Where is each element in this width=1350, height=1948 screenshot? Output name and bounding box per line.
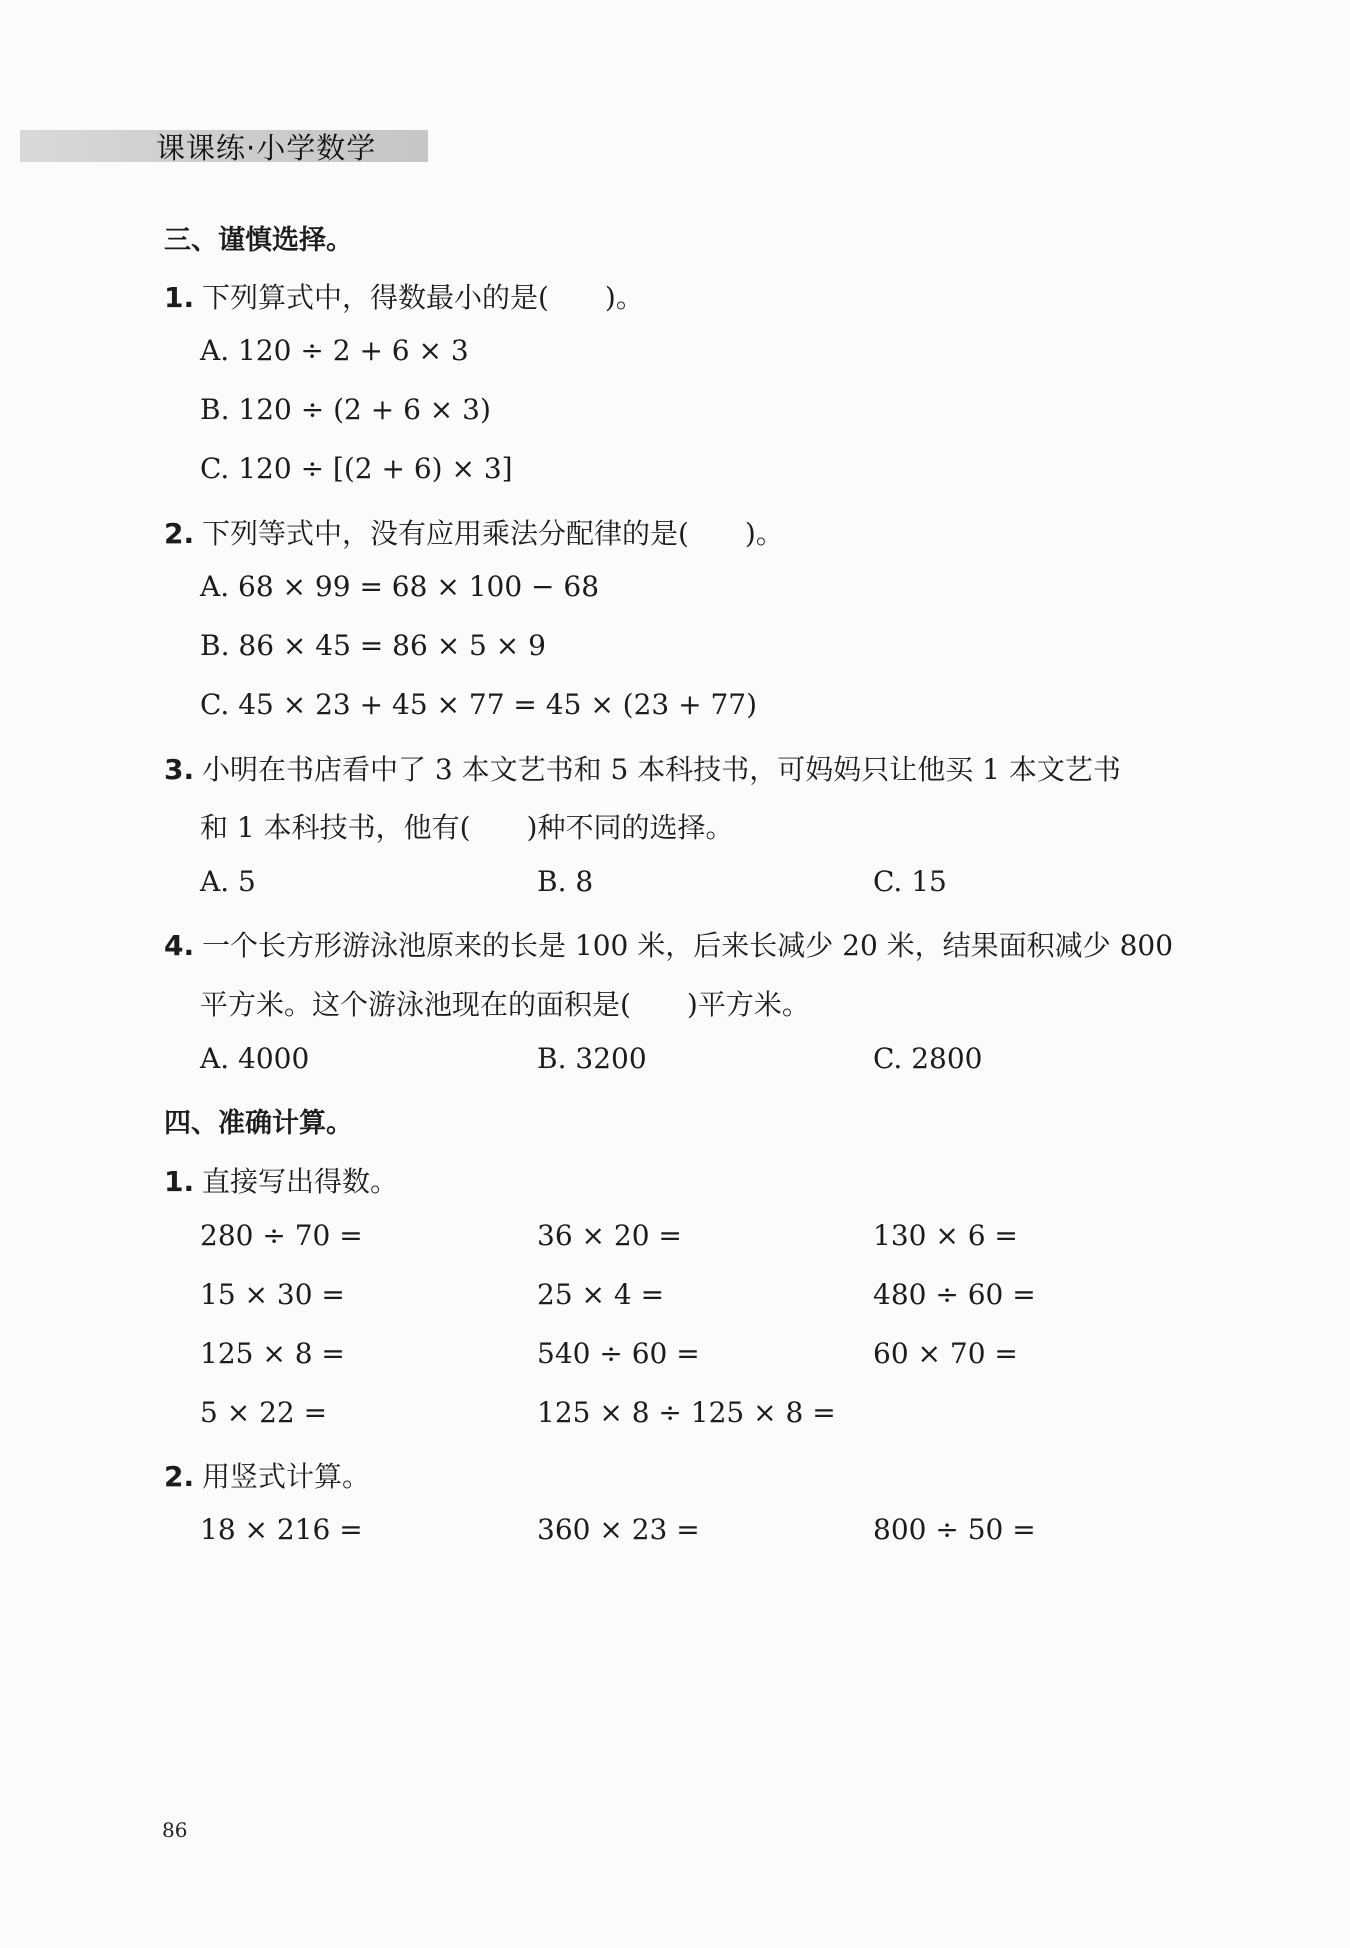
section-title-choice: 三、谨慎选择。 (164, 225, 353, 256)
question-3-3 (164, 748, 1121, 788)
option-b: B. 3200 (537, 1042, 647, 1075)
question-stem: 直接写出得数。 (202, 1165, 399, 1198)
calc-item: 540 ÷ 60 = (537, 1337, 700, 1370)
question-stem-continuation: 和 1 本科技书，他有( )种不同的选择。 (200, 811, 734, 844)
question-stem: 一个长方形游泳池原来的长是 100 米，后来长减少 20 米，结果面积减少 800 (202, 929, 1174, 962)
question-stem: 下列等式中，没有应用乘法分配律的是( )。 (202, 517, 784, 550)
question-4-2 (164, 1455, 370, 1495)
calc-item: 125 × 8 ÷ 125 × 8 = (537, 1396, 836, 1429)
question-3-2 (164, 512, 784, 552)
section-title-calculation: 四、准确计算。 (164, 1108, 353, 1139)
question-stem: 下列算式中，得数最小的是( )。 (202, 281, 644, 314)
question-number: 2. (164, 517, 195, 550)
option-c: C. 45 × 23 + 45 × 77 = 45 × (23 + 77) (200, 688, 758, 721)
option-c: C. 2800 (873, 1042, 983, 1075)
option-a: A. 120 ÷ 2 + 6 × 3 (200, 334, 469, 367)
option-c: C. 15 (873, 865, 947, 898)
calc-item: 280 ÷ 70 = (200, 1219, 363, 1252)
question-number: 2. (164, 1460, 195, 1493)
question-number: 1. (164, 1165, 195, 1198)
question-3-4 (164, 924, 1173, 964)
question-4-1 (164, 1160, 398, 1200)
calc-item: 480 ÷ 60 = (873, 1278, 1036, 1311)
calc-item: 125 × 8 = (200, 1337, 345, 1370)
page-number: 86 (162, 1818, 188, 1842)
calc-item: 130 × 6 = (873, 1219, 1018, 1252)
question-stem: 用竖式计算。 (202, 1460, 371, 1493)
option-a: A. 68 × 99 = 68 × 100 − 68 (200, 570, 600, 603)
option-b: B. 120 ÷ (2 + 6 × 3) (200, 393, 491, 426)
option-b: B. 86 × 45 = 86 × 5 × 9 (200, 629, 546, 662)
option-c: C. 120 ÷ [(2 + 6) × 3] (200, 452, 513, 485)
question-number: 1. (164, 281, 195, 314)
question-3-1 (164, 276, 644, 316)
question-number: 4. (164, 929, 195, 962)
calc-item: 60 × 70 = (873, 1337, 1018, 1370)
calc-item: 25 × 4 = (537, 1278, 665, 1311)
vertical-calc-item: 18 × 216 = (200, 1513, 363, 1546)
calc-item: 5 × 22 = (200, 1396, 328, 1429)
option-b: B. 8 (537, 865, 594, 898)
option-a: A. 4000 (200, 1042, 310, 1075)
option-a: A. 5 (200, 865, 256, 898)
calc-item: 36 × 20 = (537, 1219, 682, 1252)
question-number: 3. (164, 753, 195, 786)
question-stem: 小明在书店看中了 3 本文艺书和 5 本科技书，可妈妈只让他买 1 本文艺书 (202, 753, 1121, 786)
calc-item: 15 × 30 = (200, 1278, 345, 1311)
header-title: 课课练·小学数学 (156, 131, 377, 165)
vertical-calc-item: 360 × 23 = (537, 1513, 700, 1546)
vertical-calc-item: 800 ÷ 50 = (873, 1513, 1036, 1546)
question-stem-continuation: 平方米。这个游泳池现在的面积是( )平方米。 (200, 988, 810, 1021)
